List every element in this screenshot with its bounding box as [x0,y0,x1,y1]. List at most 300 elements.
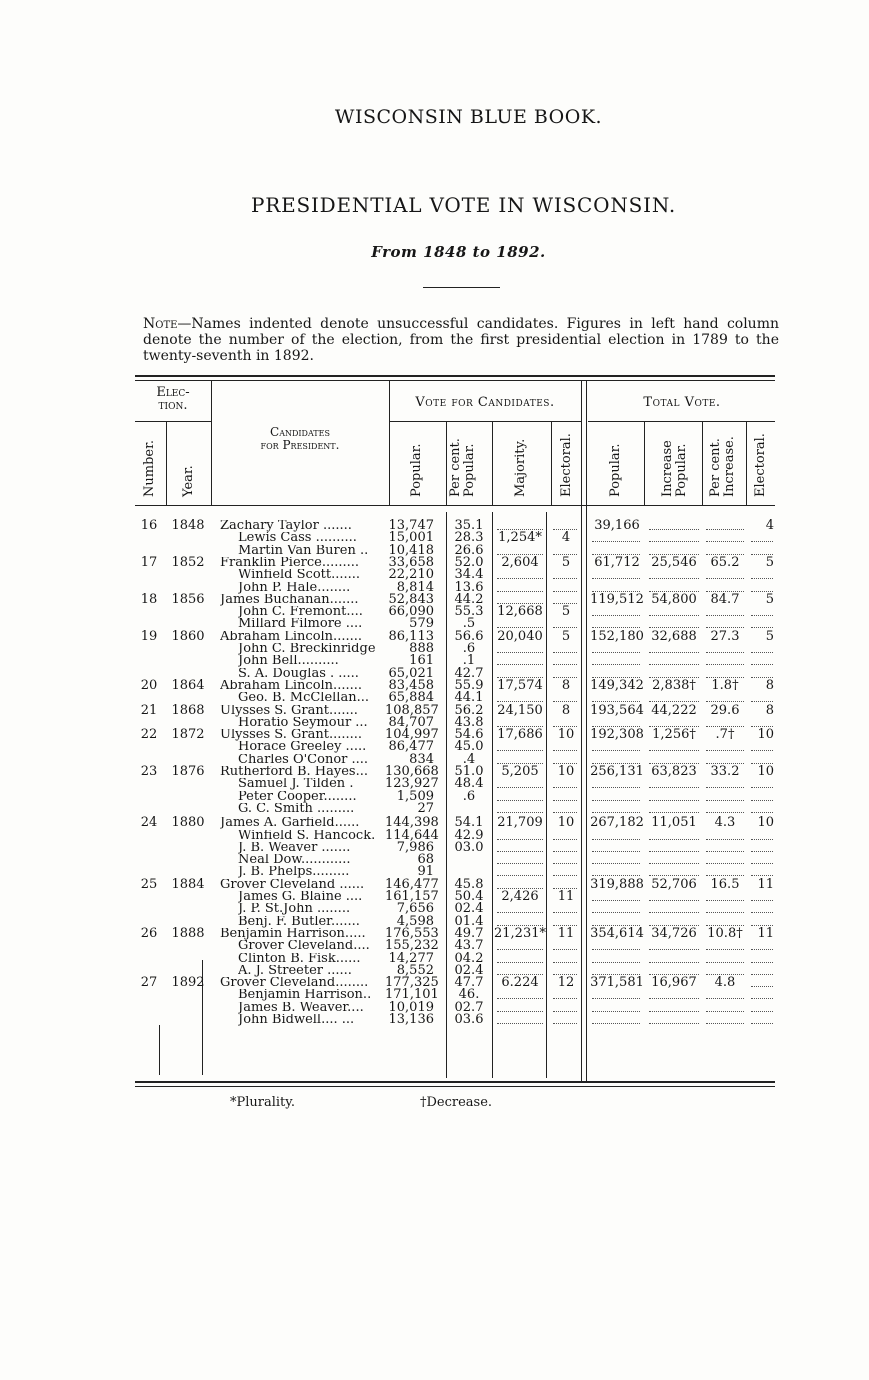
cell-popular: 114,644 [385,827,439,843]
cell-popular: 834 [409,751,434,767]
cell-popular: 888 [409,641,434,656]
col-rule-candidate [389,381,390,505]
cell-percent: 55.9 [454,677,484,693]
leader-dots [553,998,577,999]
cell-electoral: 5 [561,604,571,620]
cell-percent: 46. [458,987,480,1003]
leader-dots [706,1023,744,1024]
cell-number: 18 [140,591,158,607]
leader-dots [649,962,699,963]
cell-candidate: Benj. F. Butler....... [238,915,360,928]
leader-dots [706,578,744,579]
cell-candidate: Peter Cooper........ [238,790,357,803]
leader-dots [706,998,744,999]
leader-dots [553,839,577,840]
cell-candidate: Grover Cleveland ...... [220,878,365,891]
leader-dots [706,529,744,530]
cell-percent: 54.1 [454,815,484,831]
leader-dots [751,615,773,616]
leader-dots [553,863,577,864]
total-group-header: Total Vote. [643,395,721,410]
cell-pct-increase: 84.7 [710,591,740,607]
cell-total-popular: 39,166 [594,518,640,533]
leader-dots [553,578,577,579]
cell-year: 1848 [171,518,205,533]
cell-number: 22 [140,727,158,743]
cell-percent: 44.1 [454,690,484,706]
cell-candidate: John Bidwell.... ... [238,1014,355,1026]
col-rule-majority [551,421,552,505]
leader-dots [592,900,640,901]
cell-percent: .5 [462,616,476,632]
cell-total-electoral: 8 [765,702,774,718]
leader-dots [649,800,699,801]
cell-popular: 176,553 [385,925,439,941]
cell-popular: 130,668 [385,764,439,779]
leader-dots [592,750,640,751]
leader-dots [649,839,699,840]
leader-dots [497,998,543,999]
leader-dots [592,615,640,616]
leader-dots [553,812,577,813]
col-rule-popular [446,421,447,505]
leader-dots [553,1023,577,1024]
cell-majority: 2,426 [501,889,539,904]
cell-total-electoral: 4 [765,518,774,533]
footnote-decrease: †Decrease. [420,1095,493,1110]
cell-candidate: Winfield Scott....... [238,569,361,582]
cell-candidate: John P. Hale........ [238,581,351,594]
cell-candidate: Clinton B. Fisk...... [238,952,361,965]
cell-percent: 55.3 [454,604,484,620]
cell-popular: 10,418 [388,542,434,558]
cell-majority: 24,150 [497,702,543,718]
leader-dots [592,664,640,665]
leader-dots [751,541,773,542]
cell-candidate: Ulysses S. Grant....... [220,704,358,717]
cell-increase: 44,222 [651,702,697,718]
leader-dots [751,787,773,788]
cell-percent: 42.9 [454,827,484,843]
cell-candidate: James A. Garfield...... [220,817,360,830]
cell-majority: 21,231* [494,925,546,941]
cell-popular: 7,656 [396,901,434,917]
cell-pct-increase: .7† [715,727,735,743]
leader-dots [497,1023,543,1024]
leader-dots [592,1023,640,1024]
cell-candidate: Benjamin Harrison.. [238,989,372,1002]
cell-electoral: 10 [557,727,575,743]
leader-dots [497,912,543,913]
leader-dots [592,800,640,801]
cell-percent: 04.2 [454,950,484,966]
cell-popular: 13,136 [388,1012,434,1027]
cell-candidate: James B. Weaver.... [238,1001,364,1014]
leader-dots [706,863,744,864]
cell-popular: 155,232 [385,938,439,954]
cell-popular: 91 [417,864,434,880]
col-header-electoral: Electoral. [559,433,574,497]
leader-dots [751,652,773,653]
cell-percent: 56.2 [454,702,484,718]
cell-percent: 03.0 [454,839,484,855]
leader-dots [649,863,699,864]
cell-electoral: 11 [557,925,575,941]
election-group-header: Elec- tion. [156,385,190,413]
cell-number: 26 [140,925,158,941]
leader-dots [592,949,640,950]
cell-total-popular: 256,131 [590,764,644,779]
leader-dots [706,1011,744,1012]
col-rule-increase [702,421,703,505]
cell-candidate: Grover Cleveland........ [220,977,369,990]
cell-total-popular: 149,342 [590,677,644,693]
cell-percent: 51.0 [454,764,484,779]
cell-popular: 104,997 [385,727,439,743]
leader-dots [751,900,773,901]
leader-dots [497,750,543,751]
leader-dots [553,800,577,801]
cell-electoral: 5 [561,554,571,570]
cell-popular: 33,658 [388,554,434,570]
cell-total-electoral: 5 [765,628,774,644]
cell-candidate: J. B. Weaver ....... [238,841,351,854]
cell-percent: 28.3 [454,530,484,546]
cell-number: 27 [140,975,158,991]
cell-total-popular: 152,180 [590,628,644,644]
cell-total-popular: 61,712 [594,554,640,570]
leader-dots [751,800,773,801]
leader-dots [497,875,543,876]
leader-dots [497,591,543,592]
cell-percent: 03.6 [454,1012,484,1027]
leader-dots [751,1011,773,1012]
cell-increase: 2,838† [652,677,696,693]
leader-dots [497,787,543,788]
cell-popular: 15,001 [388,530,434,546]
leader-dots [751,986,773,987]
cell-increase: 34,726 [651,925,697,941]
cell-pct-increase: 10.8† [707,925,743,941]
cell-popular: 65,884 [388,690,434,706]
cell-percent: 26.6 [454,542,484,558]
leader-dots [649,615,699,616]
leader-dots [553,851,577,852]
cell-popular: 68 [417,852,434,868]
cell-total-electoral: 5 [765,591,774,607]
note-text: —Names indented denote unsuccessful candidates. Figures in left hand column denote the number of the election, from the first presidential election in 1789 to the twenty-seventh in 1892. [143,316,779,364]
cell-popular: 161,157 [385,889,439,904]
leader-dots [592,998,640,999]
cell-majority: 2,604 [501,554,539,570]
leader-dots [497,578,543,579]
cell-total-electoral: 11 [757,925,774,941]
leader-dots [751,664,773,665]
leader-dots [592,541,640,542]
cell-total-electoral: 10 [757,815,774,831]
cell-electoral: 8 [561,677,571,693]
footnote-plurality: *Plurality. [230,1095,296,1110]
cell-year: 1884 [171,876,205,892]
cell-total-electoral: 11 [757,876,774,892]
leader-dots [497,949,543,950]
cell-popular: 8,552 [396,962,434,978]
cell-candidate: Ulysses S. Grant........ [220,729,363,742]
cell-candidate: Neal Dow............ [238,854,351,867]
cell-increase: 54,800 [651,591,697,607]
leader-dots [553,1011,577,1012]
leader-dots [592,851,640,852]
cell-total-electoral: 10 [757,764,774,779]
cell-total-popular: 354,614 [590,925,644,941]
leader-dots [751,974,773,975]
leader-dots [649,851,699,852]
cell-candidate: Lewis Cass .......... [238,532,357,545]
leader-dots [706,912,744,913]
cell-popular: 123,927 [385,776,439,792]
leader-dots [592,1011,640,1012]
note-paragraph [143,316,779,364]
cell-year: 1868 [171,702,205,718]
cell-popular: 177,325 [385,975,439,991]
leader-dots [706,900,744,901]
cell-percent: 43.8 [454,714,484,730]
leader-dots [706,652,744,653]
cell-percent: 45.0 [454,739,484,755]
leader-dots [497,1011,543,1012]
cell-candidate: James Buchanan....... [220,593,359,606]
leader-dots [706,787,744,788]
cell-electoral: 10 [557,764,575,779]
leader-dots [649,812,699,813]
cell-percent: 13.6 [454,579,484,595]
cell-majority: 17,686 [497,727,543,743]
cell-popular: 1,509 [396,788,434,804]
vote-group-header: Vote for Candidates. [415,395,555,410]
cell-number: 21 [140,702,158,718]
note-label: Note [143,316,178,332]
cell-percent: 48.4 [454,776,484,792]
col-rule-pct-increase [746,421,747,505]
leader-dots [497,962,543,963]
cell-percent: .4 [462,751,476,767]
cell-popular: 84,707 [388,714,434,730]
leader-dots [553,652,577,653]
leader-dots [751,578,773,579]
cell-popular: 7,986 [396,839,434,855]
leader-dots [706,949,744,950]
cell-candidate: Winfield S. Hancock. [238,829,376,842]
leader-dots [649,541,699,542]
cell-candidate: J. P. St.John ........ [238,903,351,916]
cell-percent: 35.1 [454,518,484,533]
leader-dots [497,664,543,665]
cell-percent: 56.6 [454,628,484,644]
election-header-rule [135,421,211,422]
cell-popular: 83,458 [388,677,434,693]
cell-increase: 11,051 [651,815,697,831]
cell-electoral: 10 [557,815,575,831]
candidates-header: Candidates for President. [260,425,340,452]
cell-popular: 65,021 [388,665,434,681]
cell-year: 1872 [171,727,205,743]
cell-candidate: Rutherford B. Hayes... [220,766,368,778]
cell-percent: 44.2 [454,591,484,607]
cell-percent: 02.4 [454,962,484,978]
leader-dots [649,998,699,999]
leader-dots [553,962,577,963]
leader-dots [592,863,640,864]
table-bottom-rule-2 [135,1086,775,1087]
cell-pct-increase: 1.8† [711,677,739,693]
cell-percent: .6 [462,641,476,656]
cell-number: 24 [140,815,158,831]
table-top-rule [135,375,775,377]
cell-candidate: Zachary Taylor ....... [220,520,352,532]
cell-pct-increase: 33.2 [710,764,740,779]
cell-majority: 5,205 [501,764,539,779]
col-rule-double [586,381,587,1081]
cell-number: 23 [140,764,158,779]
cell-popular: 10,019 [388,999,434,1015]
cell-year: 1892 [171,975,205,991]
cell-electoral: 8 [561,702,571,718]
cell-popular: 146,477 [385,876,439,892]
col-rule-total-popular [644,421,645,505]
cell-increase: 1,256† [652,727,696,743]
leader-dots [649,578,699,579]
leader-dots [553,750,577,751]
cell-popular: 14,277 [388,950,434,966]
leader-dots [592,652,640,653]
cell-percent: 45.8 [454,876,484,892]
leader-dots [751,851,773,852]
cell-candidate: Geo. B. McClellan... [238,692,369,705]
leader-dots [751,912,773,913]
leader-dots [497,800,543,801]
leader-dots [649,912,699,913]
cell-percent: 01.4 [454,913,484,929]
cell-percent: .6 [462,788,476,804]
leader-dots [751,998,773,999]
cell-electoral: 4 [561,530,571,546]
cell-year: 1888 [171,925,205,941]
col-header-pct-increase: Per cent. Increase. [708,436,737,497]
cell-majority: 17,574 [497,677,543,693]
cell-pct-increase: 65.2 [710,554,740,570]
cell-electoral: 5 [561,628,571,644]
leader-dots [751,839,773,840]
col-header-increase: Increase Popular. [660,440,689,497]
cell-candidate: Samuel J. Tilden . [238,778,354,791]
cell-percent: 02.4 [454,901,484,917]
cell-candidate: John C. Breckinridge [238,643,376,655]
leader-dots [649,529,699,530]
table-top-rule-2 [135,380,775,381]
cell-popular: 22,210 [388,567,434,583]
cell-pct-increase: 29.6 [710,702,740,718]
cell-candidate: Horace Greeley ..... [238,741,367,754]
cell-candidate: John C. Fremont.... [238,606,363,619]
cell-total-electoral: 10 [757,727,774,743]
leader-dots [592,839,640,840]
col-rule-electoral [581,381,582,1081]
leader-dots [649,1023,699,1024]
body-rule-majority [546,512,547,1078]
cell-increase: 16,967 [651,975,697,991]
cell-electoral: 11 [557,889,575,904]
cell-candidate: G. C. Smith ......... [238,802,355,815]
cell-majority: 6.224 [501,975,539,991]
cell-percent: 02.7 [454,999,484,1015]
cell-pct-increase: 16.5 [710,876,740,892]
leader-dots [592,912,640,913]
body-rule-percent [492,512,493,1078]
cell-total-popular: 267,182 [590,815,644,831]
cell-popular: 108,857 [385,702,439,718]
leader-dots [497,863,543,864]
cell-percent: 34.4 [454,567,484,583]
cell-candidate: Grover Cleveland.... [238,940,370,953]
cell-electoral: 12 [557,975,575,991]
cell-number: 17 [140,554,158,570]
cell-popular: 66,090 [388,604,434,620]
cell-percent: 50.4 [454,889,484,904]
leader-dots [649,900,699,901]
cell-number: 19 [140,628,158,644]
cell-candidate: Abraham Lincoln....... [220,630,362,643]
cell-pct-increase: 27.3 [710,628,740,644]
col-header-percent: Per cent. Popular. [448,438,477,497]
cell-year: 1856 [171,591,205,607]
cell-popular: 27 [417,800,434,816]
page-title: PRESIDENTIAL VOTE IN WISCONSIN. [250,193,677,217]
cell-candidate: Abraham Lincoln....... [220,679,362,692]
leader-dots [649,1011,699,1012]
cell-year: 1876 [171,764,205,779]
leader-dots [706,839,744,840]
cell-majority: 21,709 [497,815,543,831]
cell-candidate: Benjamin Harrison..... [220,927,366,940]
title-rule [423,287,500,288]
cell-percent: 47.7 [454,975,484,991]
cell-increase: 63,823 [651,764,697,779]
leader-dots [706,615,744,616]
header-bottom-rule [135,505,775,506]
cell-popular: 8,814 [396,579,434,595]
leader-dots [751,812,773,813]
cell-total-popular: 119,512 [590,591,644,607]
cell-year: 1880 [171,815,205,831]
leader-dots [751,863,773,864]
cell-year: 1852 [171,554,205,570]
cell-year: 1860 [171,628,205,644]
cell-percent: 43.7 [454,938,484,954]
cell-popular: 86,113 [388,628,434,644]
col-rule-number [166,421,167,505]
cell-total-popular: 192,308 [590,727,644,743]
cell-number: 25 [140,876,158,892]
leader-dots [706,812,744,813]
leader-dots [706,750,744,751]
leader-dots [649,750,699,751]
leader-dots [592,578,640,579]
cell-percent: 49.7 [454,925,484,941]
leader-dots [706,800,744,801]
col-header-total-popular: Popular. [608,443,623,497]
cell-candidate: J. B. Phelps......... [238,866,350,879]
cell-candidate: Charles O'Conor .... [238,753,369,766]
